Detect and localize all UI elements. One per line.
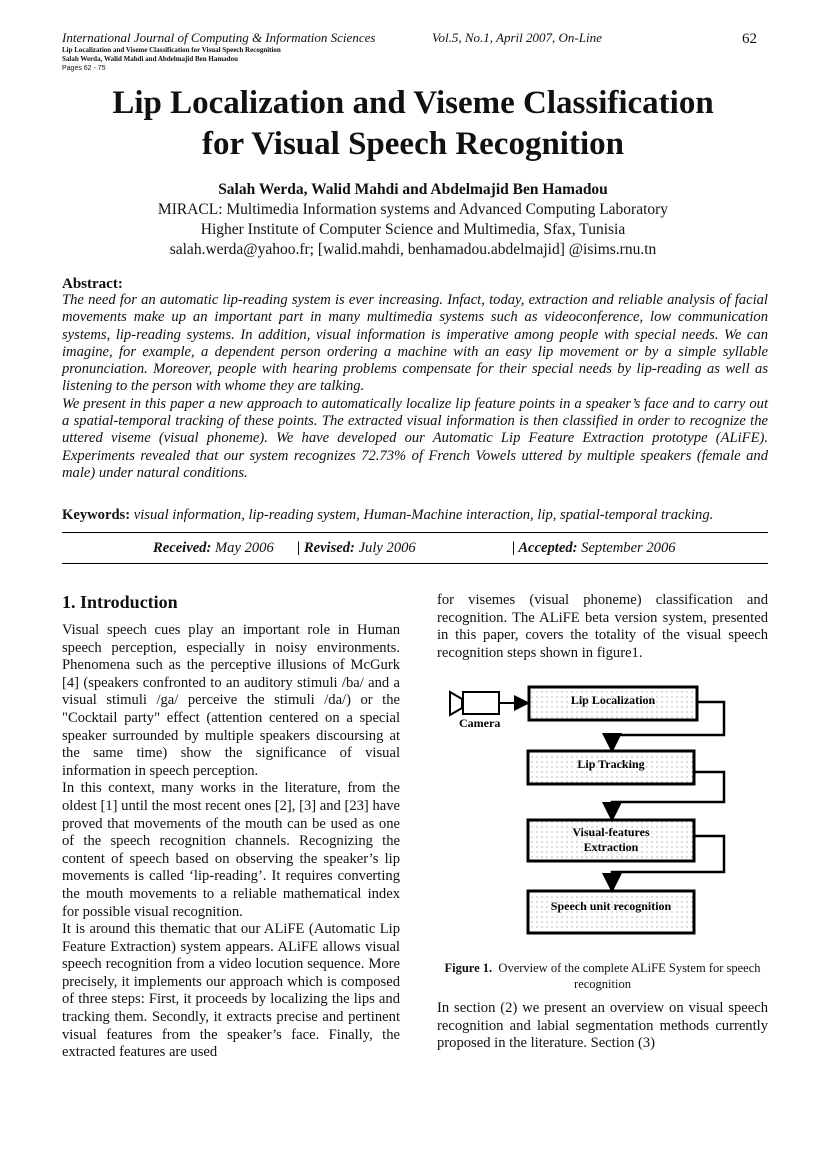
volume-info: Vol.5, No.1, April 2007, On-Line — [432, 30, 602, 45]
keywords-label: Keywords: — [62, 507, 131, 523]
keywords-text: visual information, lip-reading system, Human-Machine interaction, lip, spatial-temporal tracking. — [133, 507, 714, 523]
accepted-date: | Accepted: September 2006 — [512, 540, 676, 556]
step-label: Visual-features — [572, 825, 650, 839]
journal-name: International Journal of Computing & Information Sciences — [62, 30, 376, 45]
running-title: Lip Localization and Viseme Classification for Visual Speech Recognition — [62, 46, 281, 54]
right-column-bottom — [437, 1000, 768, 1053]
affiliation: MIRACL: Multimedia Information systems and Advanced Computing Laboratory — [157, 201, 669, 218]
page-number: 62 — [742, 31, 757, 47]
title-line: for Visual Speech Recognition — [202, 126, 624, 162]
abstract-paragraph: We present in this paper a new approach to automatically localize lip feature points in a speaker’s face and to carry out a spatial-temporal tracking of these points. The extracted visual information is then classified in order to recognize the uttered viseme (visual phoneme). We have developed our Automatic Lip Feature Extraction prototype (ALiFE). Experiments revealed that our system recognizes 72.73% of French Vowels uttered by multiple speakers (female and male) under natural conditions. — [62, 395, 768, 481]
figure-caption: Figure 1. Overview of the complete ALiFE System for speech recognition — [444, 961, 761, 991]
step-label: Lip Localization — [570, 693, 656, 707]
paragraph: In this context, many works in the literature, from the oldest [1] until the most recent ones [2], [3] and [23] have proved that movements of the mouth can be used as one of the speech recognition channels. Recognizing the content of speech based on observing the speaker’s lip movements is called ‘lip-reading’. It requires converting the mouth movements to a reliable mathematical index for possible visual recognition. — [62, 780, 400, 920]
step-label: Lip Tracking — [577, 757, 645, 771]
paragraph: Visual speech cues play an important role in Human speech perception, especially in noisy environments. Phenomena such as the perceptive illusions of McGurk [4] (speakers confronted to an auditory stimuli /ba/ and a visual stimuli /ga/ perceive the stimuli /da/) or the "Cocktail party" effect (attention centered on a special speaker surrounded by multiple speakers discoursing at the same time) show the significance of visual information in speech perception. — [62, 622, 400, 779]
abstract-heading: Abstract: — [62, 276, 123, 292]
affiliation: Higher Institute of Computer Science and Multimedia, Sfax, Tunisia — [200, 221, 626, 238]
running-authors: Salah Werda, Walid Mahdi and Abdelmajid Ben Hamadou — [62, 55, 238, 63]
step-label: Extraction — [583, 840, 639, 854]
title-line: Lip Localization and Viseme Classification — [112, 85, 714, 121]
received-date: Received: May 2006 — [153, 540, 274, 556]
camera-label: Camera — [459, 716, 501, 730]
section-heading: 1. Introduction — [62, 592, 178, 612]
revised-date: | Revised: July 2006 — [297, 540, 416, 556]
page-range: Pages 62 - 75 — [62, 65, 106, 72]
abstract-paragraph: The need for an automatic lip-reading system is ever increasing. Infact, today, extraction and reliable analysis of facial movements make up an important part in many multimedia systems such as videoconference, low communication systems, lip-reading systems. In addition, visual information is imperative among people with special needs. We can imagine, for example, a dependent person ordering a machine with an easy lip movement or by a simple syllable pronunciation. Moreover, people with hearing problems compensate for their special needs by lip-reading as well as listening to the person with whome they are talking. — [62, 292, 768, 395]
paragraph: It is around this thematic that our ALiFE (Automatic Lip Feature Extraction) system appears. ALiFE allows visual speech recognition from a video locution sequence. More precisely, it implements our approach which is composed of three steps: First, it proceeds by localizing the lips and tracking them. Secondly, it extracts precise and pertinent visual features from the speaker’s face. Finally, the extracted features are used — [62, 921, 400, 1061]
paragraph: for visemes (visual phoneme) classification and recognition. The ALiFE beta version system, presented in this paper, covers the totality of the visual speech recognition steps shown in figure1. — [437, 592, 768, 661]
step-label: Speech unit recognition — [550, 899, 672, 913]
author-emails: salah.werda@yahoo.fr; [walid.mahdi, benhamadou.abdelmajid] @isims.rnu.tn — [169, 241, 657, 258]
author-names: Salah Werda, Walid Mahdi and Abdelmajid Ben Hamadou — [218, 181, 608, 198]
camera-icon — [450, 692, 499, 715]
paragraph: In section (2) we present an overview on visual speech recognition and labial segmentation methods currently proposed in the literature. Section (3) — [437, 1000, 768, 1052]
